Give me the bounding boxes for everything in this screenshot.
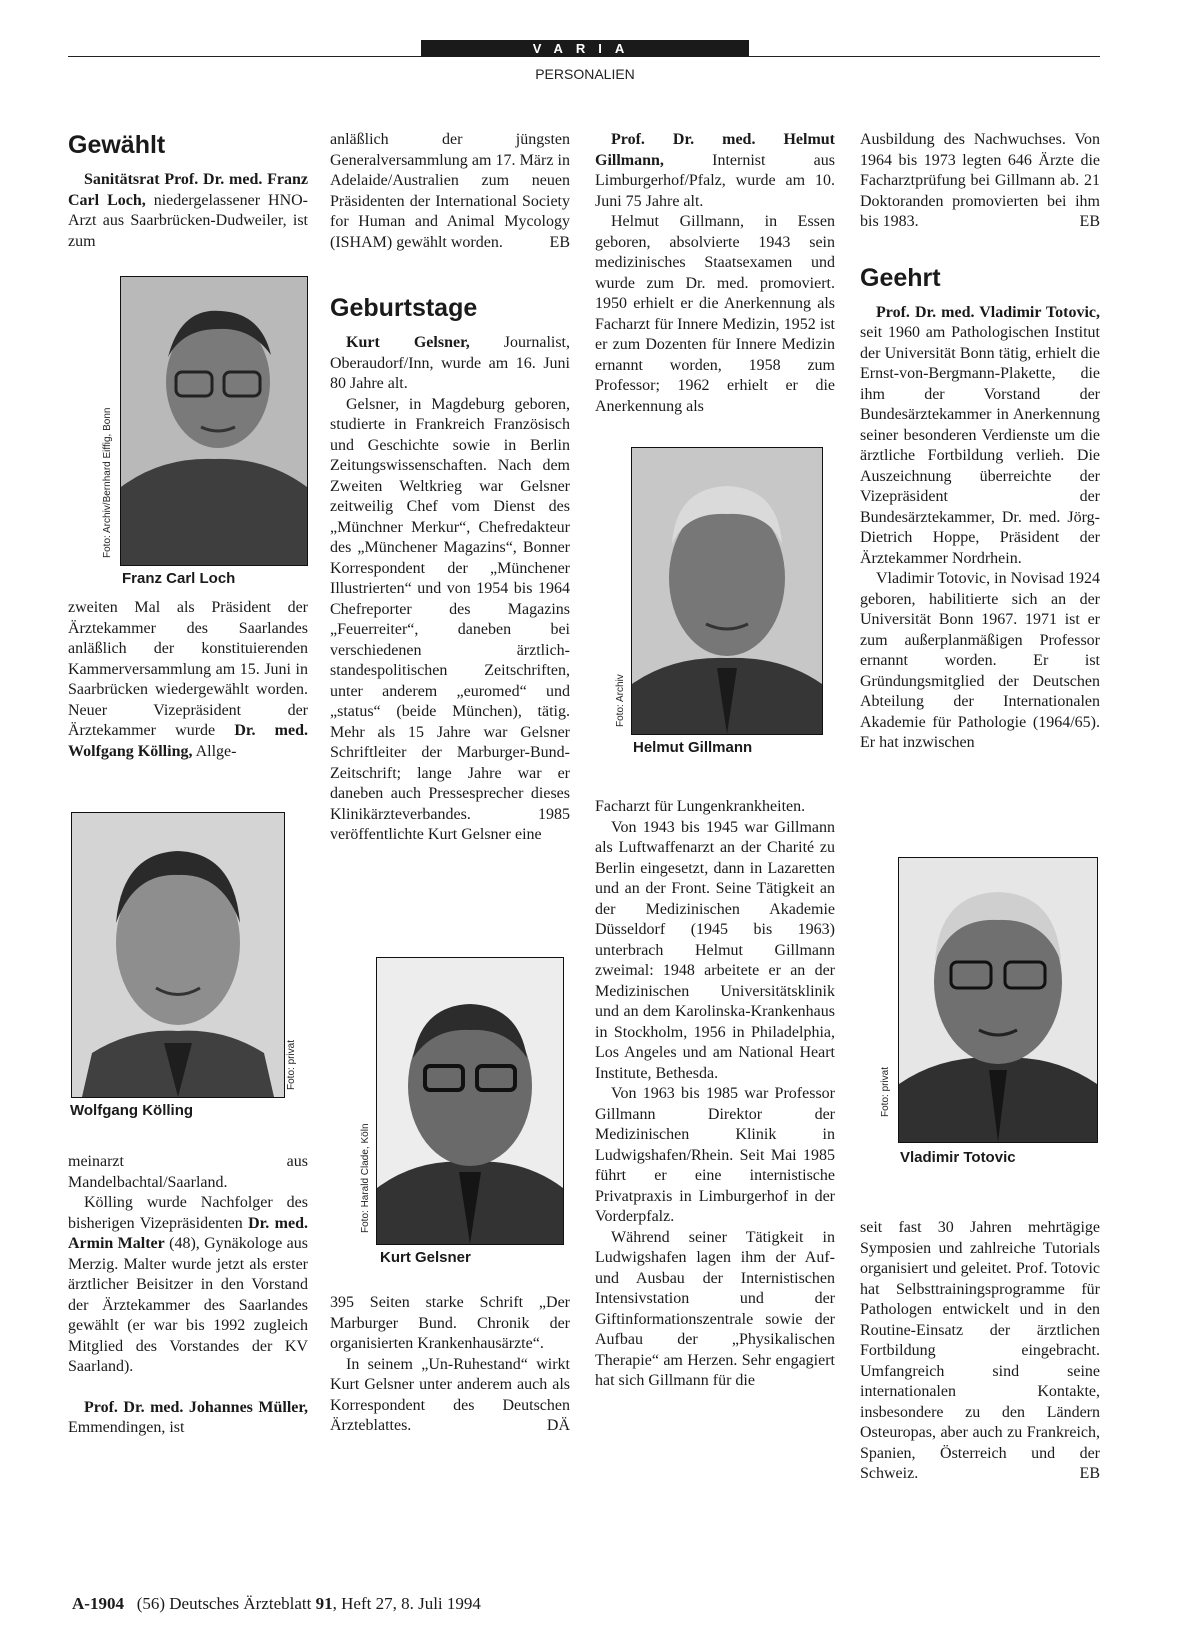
article-loch-intro: Sanitätsrat Prof. Dr. med. Franz Carl Loch, niedergelassener HNO-Arzt aus Saarbrücken-Dudweiler, ist zum (68, 171, 308, 250)
article-gillmann-body-5: Während seiner Tätigkeit in Ludwigshafen lagen ihm der Auf- und Ausbau der Internistischen Intensivstation und der Giftinformationszentrale sowie der Aufbau der „Physikalischen Therapie“ am Herzen. Sehr engagiert hat sich Gillmann für die (595, 1228, 835, 1389)
article-gelsner-intro: Kurt Gelsner, Journalist, Oberaudorf/Inn, wurde am 16. Juni 80 Jahre alt. (330, 334, 570, 392)
column-2 (330, 130, 570, 846)
article-gillmann-end: Ausbildung des Nachwuchses. Von 1964 bis 1973 legten 646 Ärzte die Facharztprüfung bei Gillmann ab. 21 Doktoranden promovierten bei ihm bis 1983. EB (860, 130, 1100, 233)
column-3-cont (595, 797, 835, 1392)
article-mueller-body: anläßlich der jüngsten Generalversammlung am 17. März in Adelaide/Australien zum neuen Präsidenten der International Society for Human and Animal Mycology (ISHAM) gewählt worden. EB (330, 130, 570, 253)
article-gillmann-body-3: Von 1943 bis 1945 war Gillmann als Luftwaffenarzt an der Charité zu Berlin eingesetzt, dann in Lazaretten und an der Front. Seine Tätigkeit an der Medizinischen Akademie Düsseldorf (1945 bis 1963) unterbrach Helmut Gillmann zweimal: 1948 arbeitete er an der Medizinischen Universitätsklinik und an dem Karolinska-Krankenhaus in Stockholm, 1956 in Philadelphia, Los Angeles und am National Heart Institute, Bethesda. (595, 818, 835, 1082)
article-gelsner-book: 395 Seiten starke Schrift „Der Marburger Bund. Chronik der organisierten Krankenhausärzte“. (330, 1294, 570, 1352)
article-malter-body: Kölling wurde Nachfolger des bisherigen Vizepräsidenten Dr. med. Armin Malter (48), Gynäkologe aus Merzig. Malter wurde jetzt als erster ärztlicher Beisitzer in den Vorstand der Ärztekammer des Saarlandes gewählt (er war bis 1992 zugleich Mitglied des Vorstandes der KV Saarland). (68, 1194, 309, 1375)
photo-caption: Franz Carl Loch (122, 570, 236, 587)
article-totovic-intro: Prof. Dr. med. Vladimir Totovic, seit 1960 am Pathologischen Institut der Universität Bonn tätig, erhielt die Ernst-von-Bergmann-Plakette, die ihm der Vorstand der Bundesärztekammer in Anerkennung seiner besonderen Verdienste um die ärztliche Fortbildung verlieh. Die Auszeichnung überreichte der Vizepräsident der Bundesärztekammer, Dr. med. Jörg-Dietrich Hoppe, Präsident der Ärztekammer Nordrhein. (860, 303, 1100, 567)
photo-totovic (880, 857, 1100, 1179)
photo-gillmann (615, 447, 825, 769)
heading-geburtstage: Geburtstage (330, 294, 478, 322)
portrait-image (631, 447, 823, 735)
photo-caption: Wolfgang Kölling (70, 1102, 194, 1119)
column-1 (68, 130, 308, 252)
photo-loch (100, 276, 310, 596)
subsection-label: PERSONALIEN (535, 66, 635, 82)
column-2-bottom (330, 1293, 570, 1437)
page-number: A-1904 (72, 1594, 124, 1613)
article-loch-body: zweiten Mal als Präsident der Ärztekammer des Saarlandes anläßlich der konstituierenden Kammerversammlung am 15. Juni in Saarbrücken wiedergewählt worden. Neuer Vizepräsident der Ärztekammer wurde Dr. med. Wolfgang Kölling, Allge- (68, 599, 309, 760)
article-gillmann-intro: Prof. Dr. med. Helmut Gillmann, Internist aus Limburgerhof/Pfalz, wurde am 10. Juni 75 Jahre alt. (595, 131, 835, 210)
heading-geehrt: Geehrt (860, 263, 941, 292)
article-totovic-end: seit fast 30 Jahren mehrtägige Symposien und zahlreiche Tutorials organisiert und geleitet. Prof. Totovic hat Selbsttrainingsprogramme für Pathologen entwickelt und in den Routine-Einsatz der ärztlichen Fortbildung eingebracht. Umfangreich sind seine internationalen Kontakte, insbesondere zu den Ländern Osteuropas, aber auch zu Frankreich, Spanien, Österreich und der Schweiz. EB (860, 1218, 1100, 1485)
column-1-cont (68, 598, 308, 762)
section-banner: VARIA (421, 40, 749, 57)
column-4-bottom (860, 1218, 1100, 1485)
column-4 (860, 130, 1100, 754)
heading-gewaehlt: Gewählt (68, 131, 166, 159)
article-gelsner-end: In seinem „Un-Ruhestand“ wirkt Kurt Gelsner unter anderem auch als Korrespondent des Deutschen Ärzteblattes. DÄ (330, 1355, 570, 1437)
column-1-bottom (68, 1152, 308, 1439)
photo-koelling (68, 812, 308, 1132)
author-sign: EB (1079, 1465, 1100, 1482)
photo-caption: Helmut Gillmann (633, 739, 753, 756)
column-3 (595, 130, 835, 417)
photo-credit: Foto: privat (286, 1039, 297, 1090)
article-gelsner-body: Gelsner, in Magdeburg geboren, studierte in Frankreich Französisch und Geschichte sowie in Berlin Zeitungswissenschaften. Nach dem Zweiten Weltkrieg war Gelsner zeitweilig Chef vom Dienst des „Münchner Merkur“, Chefredakteur des „Münchener Magazins“, Bonner Korrespondent der „Münchener Illustrierten“ und von 1954 bis 1964 Chefreporter des Magazins „Feuerreiter“, daneben bei verschiedenen ärztlich-standespolitischen Zeitschriften, unter anderem „euromed“ und „status“ (beide München), tätig. Mehr als 15 Jahre war Gelsner Schriftleiter der Marburger-Bund-Zeitschrift; lange Jahre war er daneben auch Pressesprecher dieses Klinikärzteverbandes. 1985 veröffentlichte Kurt Gelsner eine (330, 395, 570, 843)
article-mueller-intro: Prof. Dr. med. Johannes Müller, Emmendingen, ist (68, 1398, 308, 1436)
article-gillmann-body-2: Facharzt für Lungenkrankheiten. (595, 798, 806, 815)
article-totovic-body: Vladimir Totovic, in Novisad 1924 geboren, habilitierte sich an der Universität Bonn 1967. 1971 ist er zum außerplanmäßigen Professor ernannt worden. Er ist Gründungsmitglied der Deutschen Abteilung der Internationalen Akademie für Pathologie (1964/65). Er hat inzwischen (860, 570, 1100, 751)
author-sign: DÄ (546, 1417, 570, 1434)
page-footer: A-1904 (56) Deutsches Ärzteblatt 91, Heft 27, 8. Juli 1994 (72, 1594, 481, 1613)
article-gillmann-body-1: Helmut Gillmann, in Essen geboren, absolvierte 1943 sein medizinisches Staatsexamen und wurde zum Dr. med. promoviert. 1950 erhielt er die Anerkennung als Facharzt für Innere Medizin, 1952 ist er zum Dozenten für Innere Medizin ernannt worden, 1958 zum Professor; 1962 erhielt er die Anerkennung als (595, 213, 835, 415)
portrait-image (71, 812, 285, 1098)
author-sign: EB (549, 233, 570, 251)
portrait-image (898, 857, 1098, 1143)
photo-credit: Foto: privat (880, 1066, 891, 1117)
author-sign: EB (1079, 213, 1100, 230)
photo-caption: Vladimir Totovic (900, 1149, 1016, 1166)
photo-credit: Foto: Archiv/Bernhard Eiffig, Bonn (102, 407, 113, 558)
photo-gelsner (360, 957, 570, 1279)
article-koelling-body: meinarzt aus Mandelbachtal/Saarland. (68, 1153, 308, 1191)
article-gillmann-body-4: Von 1963 bis 1985 war Professor Gillmann Direktor der Medizinischen Klinik in Ludwigshafen/Rhein. Seit Mai 1985 führt er eine internistische Privatpraxis in Limburgerhof in der Vorderpfalz. (595, 1085, 835, 1225)
photo-credit: Foto: Archiv (615, 674, 626, 727)
portrait-image (120, 276, 308, 566)
photo-caption: Kurt Gelsner (380, 1249, 471, 1266)
photo-credit: Foto: Harald Clade, Köln (360, 1123, 371, 1233)
portrait-image (376, 957, 564, 1245)
